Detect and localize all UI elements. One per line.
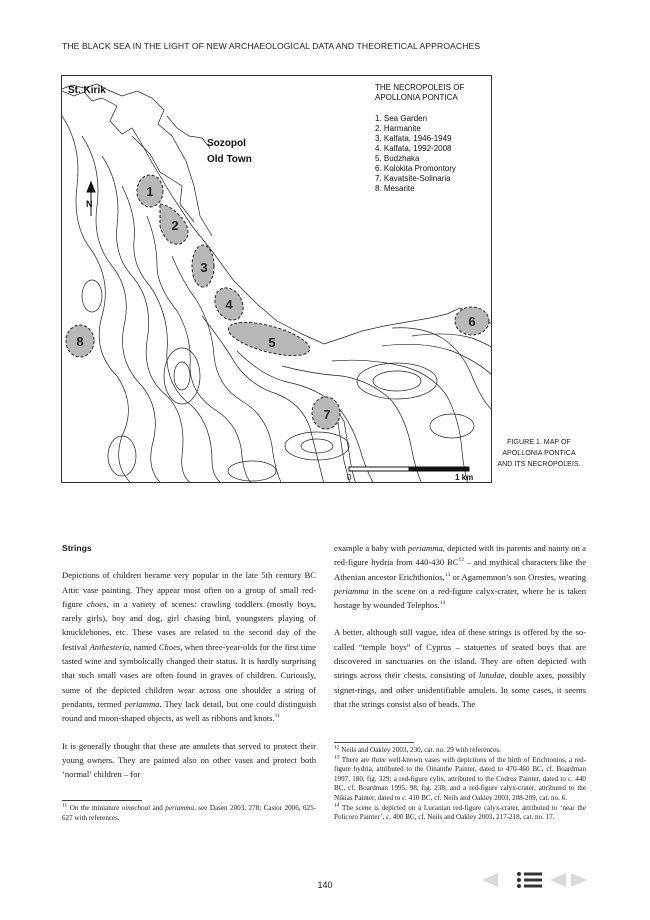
footnote-rule <box>62 800 142 801</box>
paragraph: A better, although still vague, idea of these strings is offered by the so-called “temple boys” of Cyprus – statuettes of seated boys that are discovered in sanctuaries on the island. They are often depicted with strings across their chests, consisting of lunulae, double axes, possibly signet-rings, and other unidentifiable amulets. In some cases, it seems that the strings consist also of beads. The <box>334 627 586 709</box>
place-label-st-kirik: St. Kirik <box>68 85 106 96</box>
legend-title-2: APOLLONIA PONTICA <box>375 93 458 102</box>
scale-bar <box>347 467 473 482</box>
site-label-3: 3 <box>200 260 208 275</box>
map-legend <box>375 83 464 193</box>
legend-title-1: THE NECROPOLEIS OF <box>375 83 465 92</box>
footnote-rule <box>334 742 414 743</box>
legend-item-6: 6. Kolokita Promontory <box>375 164 456 173</box>
body-column-right <box>334 541 586 724</box>
site-label-4: 4 <box>225 297 233 312</box>
footnote-13: $^{13}$ There are three well-known vases with depictions of the birth of Erichtonios, a red-figure hydria, attributed to the Oinanthe Painter, dated to 470-460 BC, cf. Boardman 1997, 180, fig. 329; a red-figure cylix, attributed to the Codrus Painter, dated to c. 440 BC, cf. Boardman 1995, 98, fig. 238; and a red-figure calyx-crater, attributed to the Nikias Painter, dated to c. 410 BC, cf. Neils and Oakley 2003, 208-209, cat. no. 6. <box>334 754 586 802</box>
site-label-8: 8 <box>76 334 84 349</box>
scale-label-start: 0 <box>347 473 352 482</box>
footnote-11: $^{11}$ On the miniature oinochoai and periamma, see Dasen 2003, 278; Castor 2006, 625-627 with references. <box>62 802 317 822</box>
legend-item-8: 8. Mesarite <box>375 184 415 193</box>
page-navigation <box>480 870 590 890</box>
legend-item-2: 2. Harmanite <box>375 124 421 133</box>
site-label-5: 5 <box>268 335 276 350</box>
site-label-2: 2 <box>171 218 179 233</box>
footnotes-right <box>334 742 586 823</box>
legend-item-4: 4. Kalfata, 1992-2008 <box>375 144 452 153</box>
legend-item-3: 3. Kalfata, 1946-1949 <box>375 134 452 143</box>
legend-item-5: 5. Budzhaka <box>375 154 420 163</box>
map-graphic <box>62 76 492 483</box>
figure-map <box>61 75 492 483</box>
running-head: THE BLACK SEA IN THE LIGHT OF NEW ARCHAEOLOGICAL DATA AND THEORETICAL APPROACHES <box>62 41 481 51</box>
previous-page-button[interactable] <box>480 870 500 890</box>
menu-button[interactable] <box>514 870 544 890</box>
section-heading: Strings <box>62 543 92 553</box>
footnotes-left <box>62 800 316 823</box>
paragraph: example a baby with periamma, depicted with its parents and nanny on a red-figure hydria from 440-430 BC$^{12}$ – and mythical characters like the Athenian ancestor Erichthonios,$^{13}$ or Agamemnon’s son Orestes, wearing periamma in the scene on a red-figure calyx-crater, where he is taken hostage by wounded Telephos.$^{14}$ <box>334 543 587 611</box>
page-number: 140 <box>317 880 333 890</box>
back-button[interactable] <box>548 870 568 890</box>
north-label: N <box>86 199 93 209</box>
paragraph: Depictions of children became very popular in the late 5th century BC Attic vase painting. They appear most often on a group of small red-figure choes, in a variety of scenes: crawling toddlers (mostly boys, rarely girls), boy and dog, girl chasing bird, youngsters playing of knucklebones, etc. These vases are related to the second day of the festival Anthesteria, named Choes, when three-year-olds for the first time tasted wine and symbolically changed their status. It is hardly surprising that such small vases are often found in graves of children. Curiously, some of the depicted children wear across one shoulder a string of pendants, termed periamma. They lack detail, but one could distinguish round and moon-shaped objects, as well as ribbons and knots.$^{11}$ <box>62 570 316 724</box>
place-label-old-town: Old Town <box>207 154 252 165</box>
site-label-1: 1 <box>146 184 154 199</box>
figure-caption: FIGURE 1. MAP OF APOLLONIA PONTICA AND ITS NECROPOLEIS. <box>497 438 581 468</box>
legend-item-1: 1. Sea Garden <box>375 114 428 123</box>
legend-item-7: 7. Kavatsite-Solinaria <box>375 174 451 183</box>
scale-label-end: 1 km <box>455 473 474 482</box>
footnote-12: $^{12}$ Neils and Oakley 2003, 230, cat. no. 29 with references. <box>334 744 501 754</box>
body-column-left <box>62 541 316 794</box>
next-page-button[interactable] <box>569 870 589 890</box>
site-label-6: 6 <box>468 314 476 329</box>
site-label-7: 7 <box>323 407 331 422</box>
place-label-sozopol: Sozopol <box>207 138 246 149</box>
north-arrow-icon <box>86 182 95 216</box>
paragraph: It is generally thought that these are amulets that served to protect their young owners. They are painted also on other vases and protect both ‘normal’ children – for <box>62 740 316 780</box>
footnote-14: $^{14}$ The scene is depicted on a Lucanian red-figure calyx-crater, attributed to ‘near the Policoro Painter’, c. 400 BC, cf. Neils and Oakley 2003, 217-218, cat. no. 17. <box>334 802 586 822</box>
